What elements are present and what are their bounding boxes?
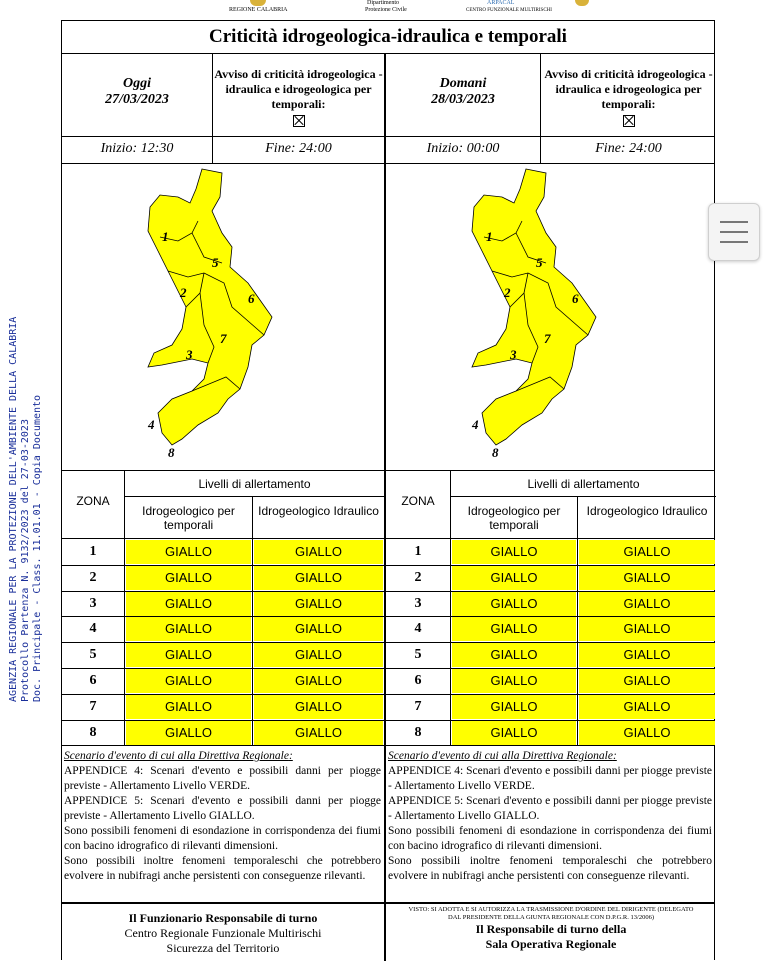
level-idraulico-cell: GIALLO: [579, 540, 715, 564]
protocol-stamp: [2, 256, 46, 702]
level-idraulico-cell: GIALLO: [254, 721, 383, 745]
zone-label-4: 4: [472, 417, 479, 432]
note-p1: Sono possibili fenomeni di esondazione in corrispondenza dei fiumi con bacino idrografico di rilevanti dimensioni.: [388, 825, 712, 852]
level-idraulico-cell: GIALLO: [254, 540, 383, 564]
avviso-tomorrow: [541, 67, 716, 131]
zone-label-1: 1: [486, 229, 493, 244]
zone-number: 5: [414, 647, 422, 662]
level-temporali-cell: GIALLO: [452, 540, 576, 564]
level-temporali-cell: GIALLO: [126, 643, 251, 667]
appendice-4: APPENDICE 4: Scenari d'evento e possibili danni per piogge previste - Allertamento Livello VERDE.: [64, 765, 381, 792]
level-idraulico-cell: GIALLO: [254, 566, 383, 590]
scenario-title: Scenario d'evento di cui alla Direttiva Regionale: [388, 750, 613, 762]
level-temporali-cell: GIALLO: [452, 695, 576, 719]
zone-number: 6: [414, 673, 422, 688]
level-temporali-cell: GIALLO: [452, 566, 576, 590]
stamp-line-1: AGENZIA REGIONALE PER LA PROTEZIONE DELL'AMBIENTE DELLA CALABRIA: [8, 316, 19, 702]
zone-number: 2: [89, 570, 97, 585]
zone-number: 1: [414, 544, 422, 559]
regione-logo-icon: [250, 0, 266, 6]
zone-number: 3: [414, 596, 422, 611]
zone-number: 3: [89, 596, 97, 611]
col-temporali-header: Idrogeologico per temporali: [467, 504, 561, 532]
day-today: [62, 76, 212, 108]
day-date: 27/03/2023: [105, 92, 169, 107]
appendice-4: APPENDICE 4: Scenari d'evento e possibili danni per piogge previste - Allertamento Livello VERDE.: [388, 765, 712, 792]
level-idraulico-cell: GIALLO: [254, 592, 383, 616]
zone-label-1: 1: [162, 229, 169, 244]
scenario-note-today: Scenario d'evento di cui alla Direttiva Regionale: APPENDICE 4: Scenari d'evento e possibili danni per piogge previste - Allertamento Livello VERDE. APPENDICE 5: Scenari d'evento e possibili danni per piogge previste - Allertamento Livello GIALLO. Sono possibili fenomeni di esondazione in corrispondenza dei fiumi con bacino idrografico di rilevanti dimensioni. Sono possibili inoltre fenomeni temporaleschi che potrebbero evolvere in nubifragi anche persistenti con conseguenze rilevanti.: [64, 750, 381, 882]
avviso-text: Avviso di criticità idrogeologica - idraulica e idrogeologica per temporali:: [214, 67, 383, 111]
avviso-today: [213, 67, 384, 131]
note-p1: Sono possibili fenomeni di esondazione in corrispondenza dei fiumi con bacino idrografico di rilevanti dimensioni.: [64, 825, 381, 852]
zone-label-6: 6: [248, 291, 255, 306]
level-temporali-cell: GIALLO: [452, 617, 576, 641]
checkbox-icon: [293, 115, 305, 127]
sign-role: Il Responsabile di turno della: [475, 922, 627, 936]
zone-label-6: 6: [572, 291, 579, 306]
zone-number: 4: [414, 621, 422, 636]
note-p2: Sono possibili inoltre fenomeni temporaleschi che potrebbero evolvere in nubifragi anche persistenti con conseguenze rilevanti.: [388, 855, 712, 882]
col-temporali-header: Idrogeologico per temporali: [142, 504, 235, 532]
zona-header: ZONA: [401, 494, 435, 508]
day-date: 28/03/2023: [431, 92, 495, 107]
logo-regione-text: REGIONE CALABRIA: [229, 7, 288, 13]
appendice-5: APPENDICE 5: Scenari d'evento e possibili danni per piogge previste - Allertamento Livello GIALLO.: [64, 795, 381, 822]
sign-room: Sala Operativa Regionale: [485, 937, 617, 951]
level-idraulico-cell: GIALLO: [254, 643, 383, 667]
avviso-text: Avviso di criticità idrogeologica - idraulica e idrogeologica per temporali:: [544, 67, 713, 111]
header-logos: [0, 0, 768, 18]
day-tomorrow: [386, 76, 540, 108]
day-label: Domani: [439, 76, 487, 91]
note-p2: Sono possibili inoltre fenomeni temporaleschi che potrebbero evolvere in nubifragi anche persistenti con conseguenze rilevanti.: [64, 855, 381, 882]
zone-number: 8: [89, 725, 97, 740]
calabria-map-tomorrow: [456, 167, 616, 460]
logo-dip-text-2: Protezione Civile: [365, 7, 407, 13]
visto-text: VISTO: SI ADOTTA E SI AUTORIZZA LA TRASMISSIONE D'ORDINE DEL DIRIGENTE (DELEGATO DAL PRESIDENTE DELLA GIUNTA REGIONALE CON D.P.G.R. 13/2006): [408, 906, 694, 921]
row-divider: [62, 565, 714, 566]
appendice-5: APPENDICE 5: Scenari d'evento e possibili danni per piogge previste - Allertamento Livello GIALLO.: [388, 795, 712, 822]
day-label: Oggi: [123, 76, 151, 91]
level-idraulico-cell: GIALLO: [579, 566, 715, 590]
level-temporali-cell: GIALLO: [126, 695, 251, 719]
level-temporali-cell: GIALLO: [452, 721, 576, 745]
zona-header: ZONA: [76, 494, 110, 508]
col-idraulico-header: Idrogeologico Idraulico: [586, 504, 708, 518]
row-divider: [62, 668, 714, 669]
level-idraulico-cell: GIALLO: [579, 669, 715, 693]
page-title: Criticità idrogeologica-idraulica e temporali: [209, 26, 567, 47]
level-idraulico-cell: GIALLO: [579, 695, 715, 719]
inizio-tomorrow: Inizio: 00:00: [426, 141, 500, 156]
zone-label-3: 3: [510, 347, 517, 362]
level-idraulico-cell: GIALLO: [579, 721, 715, 745]
zone-number: 7: [414, 699, 422, 714]
menu-button[interactable]: [708, 203, 760, 261]
sign-role: Il Funzionario Responsabile di turno: [128, 911, 318, 925]
zone-number: 6: [89, 673, 97, 688]
zone-label-8: 8: [492, 445, 499, 460]
logo-arpacal-sub: CENTRO FUNZIONALE MULTIRISCHI: [466, 8, 552, 13]
bulletin-document: [61, 20, 715, 960]
zone-label-5: 5: [212, 255, 219, 270]
level-idraulico-cell: GIALLO: [254, 669, 383, 693]
zone-number: 7: [89, 699, 97, 714]
level-temporali-cell: GIALLO: [452, 669, 576, 693]
livelli-header: Livelli di allertamento: [527, 477, 640, 491]
level-temporali-cell: GIALLO: [126, 669, 251, 693]
col-idraulico-header: Idrogeologico Idraulico: [258, 504, 379, 518]
sign-dept: Centro Regionale Funzionale Multirischi: [124, 926, 322, 940]
scenario-note-tomorrow: Scenario d'evento di cui alla Direttiva Regionale: APPENDICE 4: Scenari d'evento e possibili danni per piogge previste - Allertamento Livello VERDE. APPENDICE 5: Scenari d'evento e possibili danni per piogge previste - Allertamento Livello GIALLO. Sono possibili fenomeni di esondazione in corrispondenza dei fiumi con bacino idrografico di rilevanti dimensioni. Sono possibili inoltre fenomeni temporaleschi che potrebbero evolvere in nubifragi anche persistenti con conseguenze rilevanti.: [388, 750, 712, 882]
level-temporali-cell: GIALLO: [126, 592, 251, 616]
fine-tomorrow: Fine: 24:00: [595, 141, 662, 156]
zone-number: 2: [414, 570, 422, 585]
row-divider: [62, 591, 714, 592]
level-temporali-cell: GIALLO: [126, 566, 251, 590]
livelli-header: Livelli di allertamento: [198, 477, 311, 491]
level-temporali-cell: GIALLO: [126, 721, 251, 745]
signature-right: [386, 906, 716, 952]
zone-number: 1: [89, 544, 97, 559]
checkbox-icon: [623, 115, 635, 127]
level-idraulico-cell: GIALLO: [579, 592, 715, 616]
level-idraulico-cell: GIALLO: [579, 643, 715, 667]
zone-label-8: 8: [168, 445, 175, 460]
zone-label-3: 3: [186, 347, 193, 362]
level-temporali-cell: GIALLO: [126, 617, 251, 641]
sign-sector: Sicurezza del Territorio: [166, 941, 280, 955]
logo-dip-text-1: Dipartimento: [367, 0, 399, 6]
zone-label-4: 4: [148, 417, 155, 432]
scenario-title: Scenario d'evento di cui alla Direttiva Regionale: [64, 750, 289, 762]
level-idraulico-cell: GIALLO: [254, 695, 383, 719]
zone-number: 4: [89, 621, 97, 636]
level-temporali-cell: GIALLO: [452, 643, 576, 667]
zone-label-2: 2: [504, 285, 511, 300]
level-idraulico-cell: GIALLO: [579, 617, 715, 641]
fine-today: Fine: 24:00: [265, 141, 332, 156]
zone-label-5: 5: [536, 255, 543, 270]
row-divider: [62, 616, 714, 617]
calabria-map-today: [132, 167, 292, 460]
row-divider: [62, 694, 714, 695]
zone-label-7: 7: [220, 331, 227, 346]
inizio-today: Inizio: 12:30: [100, 141, 174, 156]
logo-arpacal-text: ARPACAL: [487, 0, 515, 6]
level-idraulico-cell: GIALLO: [254, 617, 383, 641]
zone-number: 5: [89, 647, 97, 662]
level-temporali-cell: GIALLO: [126, 540, 251, 564]
zone-label-7: 7: [544, 331, 551, 346]
stamp-line-3: Doc. Principale - Class. 11.01.01 - Copia Documento: [32, 394, 43, 702]
zone-label-2: 2: [180, 285, 187, 300]
logo-seal-icon: [575, 0, 589, 6]
level-temporali-cell: GIALLO: [452, 592, 576, 616]
signature-left: [62, 911, 384, 956]
row-divider: [62, 720, 714, 721]
stamp-line-2: Protocollo Partenza N. 9132/2023 del 27-03-2023: [20, 419, 31, 702]
row-divider: [62, 642, 714, 643]
zone-number: 8: [414, 725, 422, 740]
